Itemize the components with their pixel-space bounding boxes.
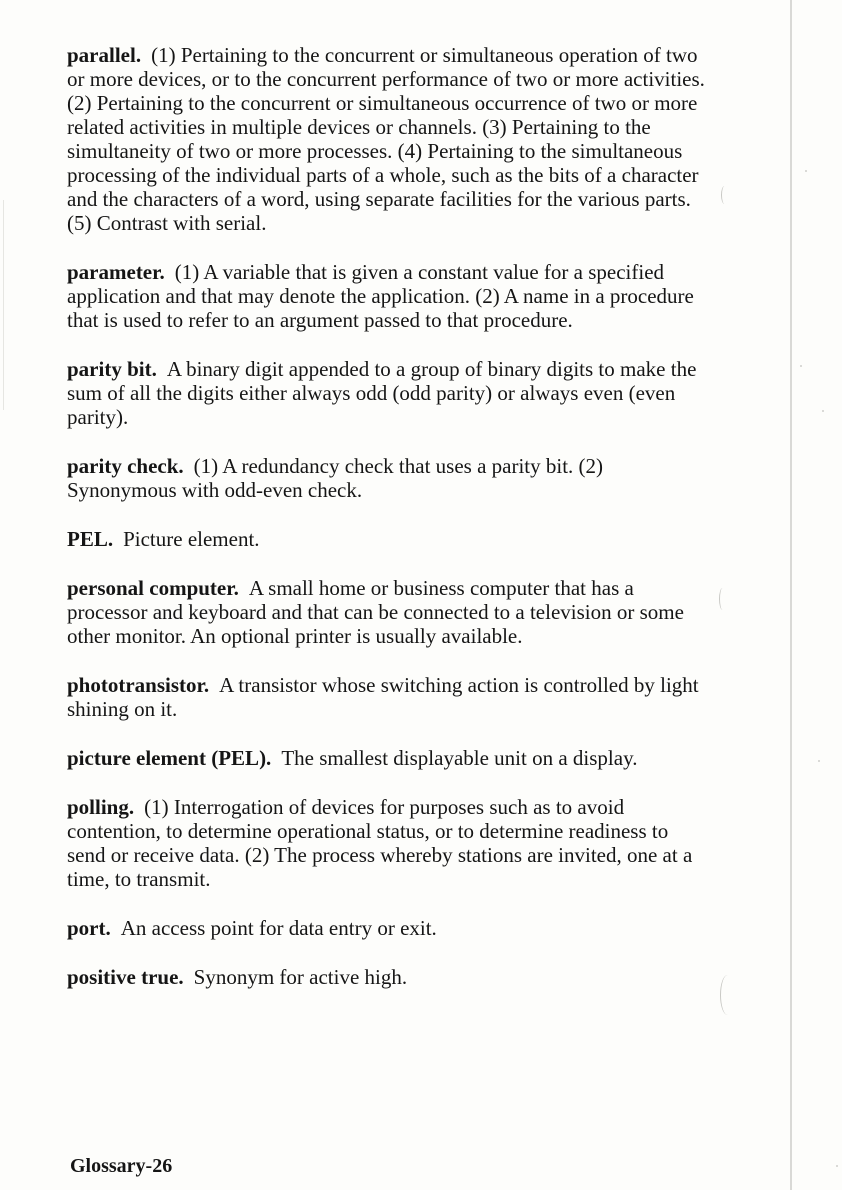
page-edge-rule <box>790 0 792 1190</box>
glossary-term: parity check. <box>67 454 184 478</box>
scan-speck <box>805 170 807 172</box>
glossary-entry-parallel <box>67 43 707 235</box>
glossary-term: personal computer. <box>67 576 239 600</box>
glossary-definition: (1) Interrogation of devices for purposes such as to avoid contention, to determine operational status, or to determine readiness to send or receive data. (2) The process whereby stations are invited, one at a time, to transmit. <box>67 795 693 891</box>
glossary-definition: A binary digit appended to a group of binary digits to make the sum of all the digits either always odd (odd parity) or always even (even parity). <box>67 357 697 429</box>
scan-mark <box>719 588 726 610</box>
glossary-definition: A transistor whose switching action is controlled by light shining on it. <box>67 673 699 721</box>
glossary-definition: (1) Pertaining to the concurrent or simultaneous operation of two or more devices, or to the concurrent performance of two or more activities. (2) Pertaining to the concurrent or simultaneous occurrence of two or more related activities in multiple devices or channels. (3) Pertaining to the simultaneity of two or more processes. (4) Pertaining to the simultaneous processing of the individual parts of a whole, such as the bits of a character and the characters of a word, using separate facilities for the various parts. (5) Contrast with serial. <box>67 43 705 235</box>
glossary-entry-parity-check <box>67 454 707 502</box>
glossary-entry-parameter <box>67 260 707 332</box>
glossary-term: parameter. <box>67 260 165 284</box>
glossary-term: polling. <box>67 795 135 819</box>
glossary-entry-phototransistor <box>67 673 707 721</box>
binding-shadow <box>3 200 4 410</box>
glossary-term: phototransistor. <box>67 673 210 697</box>
scan-mark <box>721 186 728 204</box>
glossary-term: parallel. <box>67 43 142 67</box>
scan-speck <box>800 365 802 367</box>
glossary-term: port. <box>67 916 111 940</box>
glossary-entry-list <box>67 43 707 1014</box>
glossary-entry-parity-bit <box>67 357 707 429</box>
glossary-term: PEL. <box>67 527 114 551</box>
glossary-entry-pel <box>67 527 707 551</box>
scan-speck <box>822 410 824 412</box>
glossary-definition: The smallest displayable unit on a display. <box>281 746 638 770</box>
page-number: Glossary-26 <box>70 1155 173 1177</box>
glossary-term: picture element (PEL). <box>67 746 272 770</box>
glossary-definition: (1) A variable that is given a constant value for a specified application and that may denote the application. (2) A name in a procedure that is used to refer to an argument passed to that procedure. <box>67 260 694 332</box>
glossary-definition: (1) A redundancy check that uses a parity bit. (2) Synonymous with odd-even check. <box>67 454 604 502</box>
glossary-term: parity bit. <box>67 357 157 381</box>
scan-mark <box>720 975 735 1015</box>
glossary-definition: Picture element. <box>123 527 260 551</box>
glossary-entry-personal-computer <box>67 576 707 648</box>
scan-speck <box>836 1165 838 1167</box>
glossary-definition: A small home or business computer that has a processor and keyboard and that can be connected to a television or some other monitor. An optional printer is usually available. <box>67 576 684 648</box>
glossary-definition: An access point for data entry or exit. <box>120 916 437 940</box>
glossary-entry-port <box>67 916 707 940</box>
glossary-entry-picture-element <box>67 746 707 770</box>
glossary-entry-positive-true <box>67 965 707 989</box>
glossary-entry-polling <box>67 795 707 891</box>
glossary-definition: Synonym for active high. <box>193 965 408 989</box>
scan-speck <box>818 760 820 762</box>
glossary-term: positive true. <box>67 965 184 989</box>
